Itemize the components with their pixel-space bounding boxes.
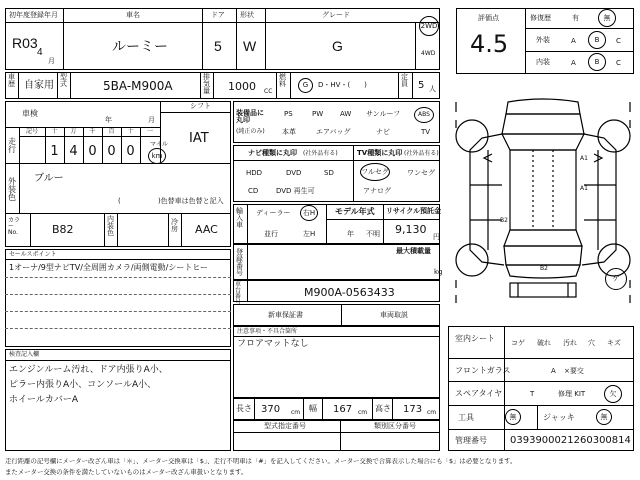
drive-2wd-circled: 2WD (419, 16, 439, 36)
mileage-digit: 0 (88, 144, 97, 159)
repair-no-circled: 無 (598, 9, 616, 27)
shape-label: 形状 (240, 11, 254, 19)
tv-label: TV種類に丸印 (357, 149, 403, 157)
mileage-digit: 0 (107, 144, 116, 159)
model-year-label: モデル年式 (335, 207, 375, 216)
tools-label: 工具 (458, 413, 474, 422)
footer-note-2: またメーター交換の条件を満たしていないものはメーター改ざん車扱いとなります。 (5, 468, 248, 476)
ac-label: 冷房 (171, 218, 178, 233)
import-dealer: ディーラー (256, 209, 291, 217)
tv-fullseg-circled: フルセグ (360, 163, 390, 181)
fuel-label: 燃料 (279, 73, 286, 88)
seat-item-kizu: キズ (607, 339, 621, 347)
interior-grade-a: A (571, 59, 576, 67)
mgmt-label: 管理番号 (455, 436, 487, 445)
warranty-block (233, 304, 440, 326)
nav-item-cd: CD (248, 187, 259, 195)
nav-label: ナビ種類に丸印 (248, 149, 297, 157)
tv-item-analog: アナログ (363, 187, 391, 195)
spare-tire-missing-circled: 欠 (604, 385, 622, 403)
equip-item: サンルーフ (366, 110, 401, 118)
shift-label: シフト (190, 102, 211, 110)
drive-4wd: 4WD (421, 50, 436, 57)
car-name-value: ルーミー (112, 38, 168, 54)
capacity-value: 5 (418, 80, 425, 91)
use-label: 車歴 (8, 73, 15, 88)
inspector-line-3: ホイールカバーA (9, 395, 78, 405)
mileage-label: 走行 (8, 137, 16, 154)
mileage-unit-mile: マイル (150, 141, 168, 148)
spare-tire-label: スペアタイヤ (455, 389, 503, 398)
equip-item: エアバッグ (316, 128, 351, 136)
mileage-unit-km-circled: km (148, 148, 166, 164)
mileage-header-cell: 万 (70, 128, 77, 135)
warranty-new: 新車保証書 (268, 311, 303, 319)
tools-none-circled: 無 (505, 409, 521, 425)
selling-points-value: 1オーナ/9型ナビTV/全周囲カメラ/両側電動/シートヒー (9, 263, 208, 272)
length-value: 370 (261, 404, 281, 415)
inspector-line-1: エンジンルーム汚れ、ドア内張りA小、 (9, 365, 168, 375)
exterior-grade-c: C (616, 37, 621, 45)
equip-item-abs-circled: ABS (414, 107, 434, 123)
interior-grade-b-circled: B (588, 53, 606, 71)
model-label: 型式 (60, 73, 67, 88)
chassis-value: M900A-0563433 (304, 286, 395, 299)
equipment-block (233, 101, 440, 143)
load-unit: kg (434, 268, 443, 276)
damage-mark-b2-left: B2 (500, 217, 508, 224)
ac-value: AAC (195, 223, 218, 236)
model-value: 5BA-M900A (103, 79, 173, 93)
recycle-label: リサイクル預託金 (386, 207, 442, 215)
exterior-grade-b-circled: B (588, 31, 606, 49)
mileage-header-cell: 十 (51, 128, 58, 135)
class-no-label: 類別区分番号 (374, 422, 416, 430)
exterior-label: 外装 (536, 36, 550, 44)
inspection-year: 年 (105, 116, 112, 124)
seat-item-ana: 穴 (588, 339, 595, 347)
attention-value: フロアマットなし (237, 339, 309, 349)
shape-value: W (243, 38, 257, 54)
interior-color-label: 内装色 (107, 215, 114, 237)
windshield-label: フロントガラス (455, 366, 511, 375)
model-year-year: 年 (347, 230, 354, 238)
reg-month-unit: 月 (48, 57, 55, 65)
jack-none-circled: 無 (596, 409, 612, 425)
seat-item-koge: コゲ (511, 339, 525, 347)
exterior-grade-a: A (571, 37, 576, 45)
interior-label: 内装 (536, 58, 550, 66)
capacity-unit: 人 (429, 85, 436, 93)
nav-item-hdd: HDD (246, 169, 263, 177)
reg-year-value: R03 (12, 35, 38, 51)
mileage-header-cell: 百 (108, 128, 115, 135)
equip-item: PS (284, 110, 293, 118)
equip-item: ナビ (376, 128, 390, 136)
reg-year-label: 初年度登録年月 (9, 11, 58, 19)
interior-grade-c: C (616, 59, 621, 67)
length-label: 長さ (236, 404, 252, 413)
chassis-label: 車台番号 (235, 281, 242, 306)
damage-mark-a1-upper: A1 (580, 155, 588, 162)
mileage-header-cell: 十 (127, 128, 134, 135)
capacity-label: 定員 (401, 73, 408, 88)
damage-diagram (448, 90, 638, 320)
fuel-g-circled: G (298, 78, 313, 93)
color-no-value: B82 (52, 223, 74, 236)
jack-label: ジャッキ (543, 413, 575, 422)
damage-bubble-ke: ケ (605, 268, 627, 290)
color-label: 外装色 (8, 177, 16, 202)
equip-item: 本革 (282, 128, 296, 136)
color-no-label: カラーNo. (8, 217, 21, 236)
seat-item-yogore: 汚れ (563, 339, 577, 347)
grade-label: グレード (322, 11, 350, 19)
import-label: 輸入車 (236, 207, 243, 229)
nav-item-dvd-play: DVD 再生可 (276, 187, 315, 195)
mileage-header-cell: 記号 (25, 128, 38, 135)
load-label: 最大積載量 (396, 247, 431, 255)
model-year-unknown: 不明 (366, 230, 380, 238)
mgmt-value: 0393900021260300814 (510, 435, 631, 446)
inspection-label: 車検 (22, 109, 38, 118)
height-value: 173 (403, 404, 423, 415)
spare-tire-t: T (530, 390, 535, 398)
equip-item: AW (340, 110, 352, 118)
use-value: 自家用 (24, 80, 54, 91)
doors-value: 5 (214, 38, 222, 54)
selling-points-label: セールスポイント (9, 251, 57, 258)
mileage-digit: 0 (126, 144, 135, 159)
tv-item-oneseg: ワンセグ (407, 169, 435, 177)
repair-yes: 有 (572, 14, 579, 22)
warranty-manual: 車両取説 (380, 311, 408, 319)
nav-item-sd: SD (324, 169, 334, 177)
damage-mark-a1-lower: A1 (580, 185, 588, 192)
tv-sub: (社外品有る) (404, 150, 439, 157)
spare-tire-kit: 修理 KIT (558, 390, 586, 398)
inspection-month: 月 (148, 116, 155, 124)
footer-note-1: 走行距離の記号欄にメーター改ざん車は「＊」、メーター交換車は「$」、走行不明車は「#」を記入してください。メーター交換で合算表示した場合にも「$」は必要となります。 (5, 458, 517, 465)
import-right-circled: 右H (300, 205, 318, 221)
grade-value: G (332, 38, 343, 54)
equip-item: TV (421, 128, 431, 136)
equipment-label: 装備品に丸印 (236, 109, 264, 124)
attention-label: 注意事項・不具合箇所 (237, 328, 298, 335)
mileage-digit: 4 (69, 144, 78, 159)
inspector-line-2: ピラー内張りA小、コンソールA小、 (9, 380, 157, 390)
inspector-label: 検査記入欄 (9, 351, 40, 358)
seat-item-yabure: 破れ (537, 339, 551, 347)
score-value: 4.5 (470, 30, 509, 58)
fuel-other: D・HV・( ) (318, 81, 367, 89)
import-parallel: 並行 (264, 230, 278, 238)
reg-month-value: 4 (37, 47, 43, 58)
shift-value: IAT (189, 131, 209, 146)
windshield-a: A (551, 367, 556, 375)
mileage-digit: 1 (50, 144, 59, 159)
width-label: 幅 (309, 404, 317, 413)
displacement-label: 排気量 (203, 73, 210, 95)
recycle-value: 9,130 (395, 223, 427, 236)
nav-item-dvd: DVD (286, 169, 302, 177)
width-unit: cm (358, 409, 368, 416)
equipment-sub: (純正のみ) (236, 128, 265, 135)
mileage-header-cell: 一 (146, 128, 153, 135)
windshield-replace: ×要交 (564, 367, 584, 375)
displacement-unit: CC (264, 88, 273, 95)
score-label: 評価点 (478, 14, 499, 22)
width-value: 167 (333, 404, 353, 415)
damage-mark-b2-bottom: B2 (540, 265, 548, 272)
type-no-label: 型式指定番号 (264, 422, 306, 430)
length-unit: cm (291, 409, 301, 416)
equip-item: PW (312, 110, 324, 118)
color-value: ブルー (34, 173, 64, 184)
interior-seat-label: 室内シート (455, 334, 495, 343)
mileage-header-cell: 千 (89, 128, 96, 135)
repair-label: 修復歴 (530, 14, 551, 22)
registration-label: 登録番号 (236, 248, 243, 277)
import-left: 左H (303, 230, 316, 238)
color-note: ( )色替車は色替と記入 (118, 197, 224, 205)
displacement-value: 1000 (228, 80, 256, 93)
recycle-unit: 円 (433, 233, 440, 241)
nav-sub: (社外品有る) (303, 150, 338, 157)
car-name-label: 車名 (126, 11, 140, 19)
height-label: 高さ (375, 404, 391, 413)
height-unit: cm (427, 409, 437, 416)
doors-label: ドア (211, 11, 225, 19)
